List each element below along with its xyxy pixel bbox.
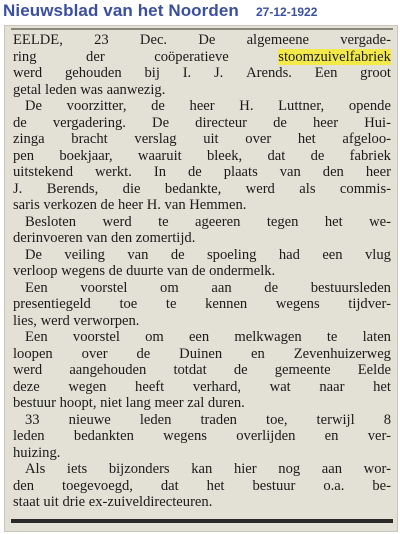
article-line: huizing.	[13, 444, 61, 461]
article-line: EELDE, 23 Dec. De algemeene vergade-	[13, 32, 391, 48]
article-body	[13, 32, 391, 511]
article-line: de vergadering. De directeur de heer Hui-	[13, 114, 391, 131]
article-line: derinvoeren van den zomertijd.	[13, 230, 196, 246]
article-line: saris verkozen de heer H. van Hemmen.	[13, 197, 247, 213]
article-line: pen boekjaar, waaruit bleek, dat de fabriek	[13, 147, 391, 164]
article-line: Besloten werd te ageeren tegen het we-	[25, 213, 391, 230]
bottom-divider	[11, 519, 393, 523]
article-line: De voorzitter, de heer H. Luttner, opende	[25, 98, 391, 114]
top-divider	[11, 28, 393, 30]
article-line: bestuur hoopt, niet lang meer zal duren.	[13, 395, 245, 411]
article-line: den toegevoegd, dat het bestuur o.a. be-	[13, 477, 391, 494]
article-line: verloop wegens de duurte van de ondermelk.	[13, 263, 276, 279]
article-line: Een voorstel om aan de bestuursleden	[25, 279, 391, 296]
article-line: Als iets bijzonders kan hier nog aan wor-	[25, 461, 391, 477]
article-line: werd gehouden bij I. J. Arends. Een groot	[13, 65, 391, 81]
article-line: J. Berends, die bedankte, werd als commis-	[13, 180, 391, 197]
newspaper-clipping	[4, 25, 398, 532]
article-line: deze wegen heeft verhard, wat naar het	[13, 378, 391, 395]
article-line: lies, werd verworpen.	[13, 312, 140, 329]
article-line: leden bedankten wegens overlijden en ver-	[13, 428, 391, 444]
article-line: loopen over de Duinen en Zevenhuizerweg	[13, 345, 391, 362]
article-line: presentiegeld toe te kennen wegens tijdver-	[13, 296, 391, 312]
newspaper-title[interactable]: Nieuwsblad van het Noorden	[3, 1, 239, 20]
article-line: De veiling van de spoeling had een vlug	[25, 246, 391, 263]
article-line: staat uit drie ex-zuiveldirecteuren.	[13, 494, 213, 510]
article-line: ring der coöperatieve stoomzuivelfabriek	[13, 48, 391, 65]
page-header	[0, 0, 400, 24]
article-line: Een voorstel om een melkwagen te laten	[25, 329, 391, 345]
article-line: getal leden was aanwezig.	[13, 81, 166, 98]
publication-date: 27-12-1922	[256, 5, 318, 19]
article-line: 33 nieuwe leden traden toe, terwijl 8	[25, 411, 391, 428]
article-line: zinga bracht verslag uit over het afgeloo-	[13, 131, 391, 147]
article-line: werd aangehouden totdat de gemeente Eelde	[13, 362, 391, 378]
article-line: uitstekend werkt. In de plaats van den heer	[13, 164, 391, 180]
